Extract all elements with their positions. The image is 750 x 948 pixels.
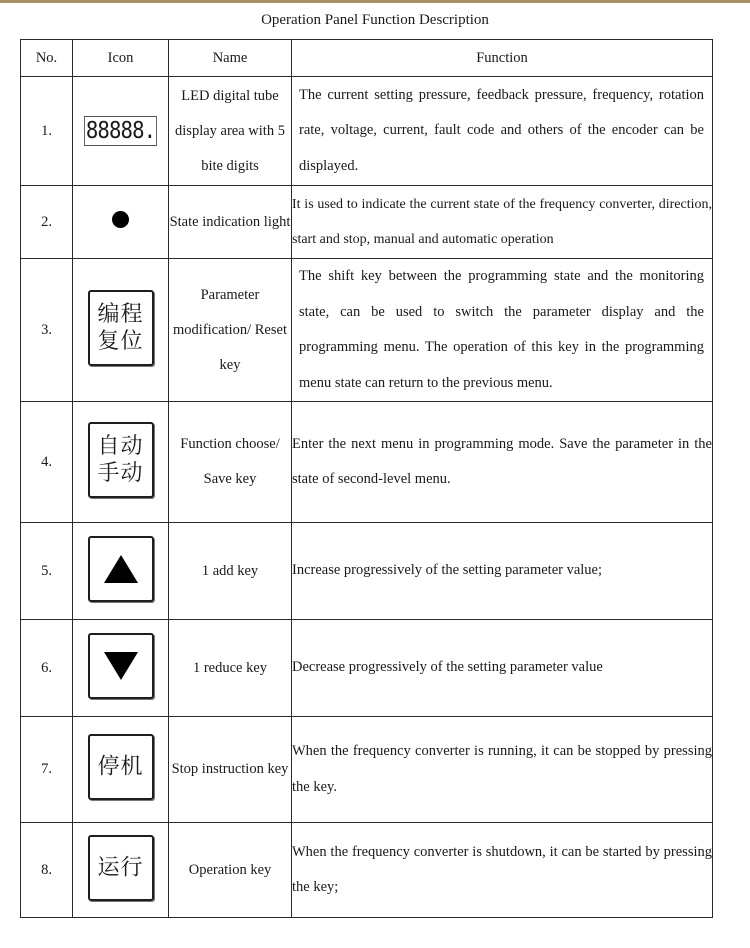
row-name: 1 add key (169, 523, 292, 620)
key-label-line-1: 自动 (97, 433, 144, 459)
row-number: 6. (21, 620, 73, 717)
header-function: Function (292, 40, 713, 77)
table-row (21, 523, 713, 620)
row-number: 1. (21, 77, 73, 186)
icon-cell (73, 77, 169, 186)
row-function (292, 77, 713, 186)
row-number: 4. (21, 402, 73, 523)
icon-cell (73, 402, 169, 523)
row-number: 8. (21, 823, 73, 918)
auto-manual-key-icon (88, 422, 154, 498)
row-name: Parameter modification/ Reset key (169, 259, 292, 402)
row-function (292, 717, 713, 823)
key-label-line-1: 编程 (97, 301, 144, 327)
row-name: Function choose/ Save key (169, 402, 292, 523)
icon-cell (73, 620, 169, 717)
function-table (20, 39, 713, 918)
table-header-row (21, 40, 713, 77)
function-text: Enter the next menu in programming mode. Save the parameter in the state of second-level menu. (292, 435, 712, 487)
table-row (21, 186, 713, 259)
row-number: 7. (21, 717, 73, 823)
table-row (21, 620, 713, 717)
icon-cell (73, 717, 169, 823)
row-function (292, 186, 713, 259)
program-reset-key-icon (88, 290, 154, 366)
row-function (292, 259, 713, 402)
function-text: Decrease progressively of the setting parameter value (292, 659, 603, 676)
function-text: When the frequency converter is running, it can be stopped by pressing the key. (292, 743, 712, 795)
key-label-line-2: 手动 (97, 460, 144, 486)
row-name: Operation key (169, 823, 292, 918)
stop-key-icon (88, 734, 154, 800)
row-name: LED digital tube display area with 5 bite digits (169, 77, 292, 186)
table-row (21, 259, 713, 402)
page-title: Operation Panel Function Description (261, 12, 489, 28)
row-function (292, 402, 713, 523)
header-no: No. (21, 40, 73, 77)
key-label: 运行 (97, 855, 144, 880)
row-number: 5. (21, 523, 73, 620)
header-icon: Icon (73, 40, 169, 77)
run-key-icon (88, 835, 154, 901)
row-function (292, 823, 713, 918)
up-triangle-icon (104, 555, 138, 583)
table-row (21, 717, 713, 823)
key-label-line-2: 复位 (97, 328, 144, 354)
row-number: 2. (21, 186, 73, 259)
down-arrow-key-icon (88, 633, 154, 699)
function-text: The current setting pressure, feedback pressure, frequency, rotation rate, voltage, current, fault code and others of the encoder can be displayed. (299, 86, 704, 174)
row-name: State indication light (169, 186, 292, 259)
function-text: Increase progressively of the setting parameter value; (292, 562, 603, 579)
table-row (21, 402, 713, 523)
led-display-icon: 88888. (85, 118, 156, 144)
icon-cell (73, 523, 169, 620)
row-number: 3. (21, 259, 73, 402)
state-dot-icon (112, 211, 129, 228)
row-name: Stop instruction key (169, 717, 292, 823)
table-row (21, 77, 713, 186)
function-text: When the frequency converter is shutdown, it can be started by pressing the key; (292, 843, 712, 895)
header-name: Name (169, 40, 292, 77)
up-arrow-key-icon (88, 536, 154, 602)
icon-cell (73, 259, 169, 402)
icon-cell (73, 186, 169, 259)
icon-cell (73, 823, 169, 918)
key-label: 停机 (97, 754, 144, 780)
row-name: 1 reduce key (169, 620, 292, 717)
down-triangle-icon (104, 652, 138, 680)
function-text: The shift key between the programming state and the monitoring state, can be used to switch the parameter display and the programming menu. The operation of this key in the programming menu state can return to the previous menu. (299, 268, 704, 391)
row-function (292, 523, 713, 620)
top-rule (0, 0, 750, 3)
row-function (292, 620, 713, 717)
table-row (21, 823, 713, 918)
function-text: It is used to indicate the current state of the frequency converter, direction, start and stop, manual and automatic operation (292, 196, 712, 247)
